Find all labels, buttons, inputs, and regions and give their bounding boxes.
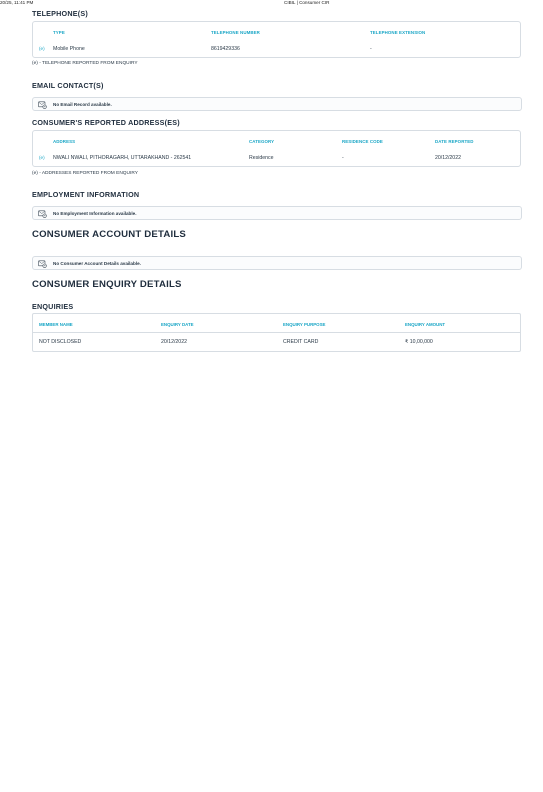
accounts-title: CONSUMER ACCOUNT DETAILS [32,229,187,240]
address-category: Residence [249,155,274,161]
enquiries-header-row [33,314,520,333]
telephone-type: Mobile Phone [53,46,85,52]
employment-message-box [32,206,522,220]
print-datetime: 20/25, 11:41 PM [0,0,34,5]
column-header: TELEPHONE NUMBER [211,30,260,35]
address-text: NWALI NWALI, PITHORAGARH, UTTARAKHAND - 262541 [53,155,192,161]
enquiry-purpose: CREDIT CARD [283,339,319,345]
member-name: NOT DISCLOSED [39,339,82,345]
column-header: TYPE [53,30,65,35]
employment-message: No Employment Information available. [53,211,137,216]
employment-title: EMPLOYMENT INFORMATION [32,190,140,199]
no-record-icon [38,260,47,268]
accounts-message: No Consumer Account Details available. [53,261,141,266]
telephone-extension: - [370,46,372,52]
column-header: ADDRESS [53,139,76,144]
enquiry-mark: (e) [39,46,45,51]
enquiry-details-title: CONSUMER ENQUIRY DETAILS [32,279,182,290]
email-title: EMAIL CONTACT(S) [32,81,104,90]
no-record-icon [38,101,47,109]
telephone-number: 8619429336 [211,46,240,52]
telephones-note: (e) - TELEPHONE REPORTED FROM ENQUIRY [32,61,138,66]
addresses-title: CONSUMER'S REPORTED ADDRESS(ES) [32,118,180,127]
email-message-box [32,97,522,111]
email-message: No Email Record available. [53,102,112,107]
telephones-title: TELEPHONE(S) [32,9,88,18]
addresses-table [32,130,521,167]
addresses-note: (e) - ADDRESSES REPORTED FROM ENQUIRY [32,171,138,176]
column-header: TELEPHONE EXTENSION [370,30,426,35]
column-header: ENQUIRY AMOUNT [405,322,446,327]
enquiry-mark: (e) [39,155,45,160]
column-header: ENQUIRY DATE [161,322,194,327]
enquiries-table [32,313,521,352]
column-header: MEMBER NAME [39,322,73,327]
enquiry-amount: ₹ 10,00,000 [405,339,433,345]
column-header: RESIDENCE CODE [342,139,383,144]
date-reported: 20/12/2022 [435,155,461,161]
telephones-table [32,21,521,58]
accounts-message-box [32,256,522,270]
column-header: DATE REPORTED [435,139,474,144]
print-header [0,0,543,6]
residence-code: - [342,155,344,161]
print-doc-title: CIBIL | Consumer CIR [284,0,330,5]
column-header: CATEGORY [249,139,275,144]
enquiries-title: ENQUIRIES [32,302,74,311]
no-record-icon [38,210,47,218]
column-header: ENQUIRY PURPOSE [283,322,326,327]
enquiry-date: 20/12/2022 [161,339,187,345]
